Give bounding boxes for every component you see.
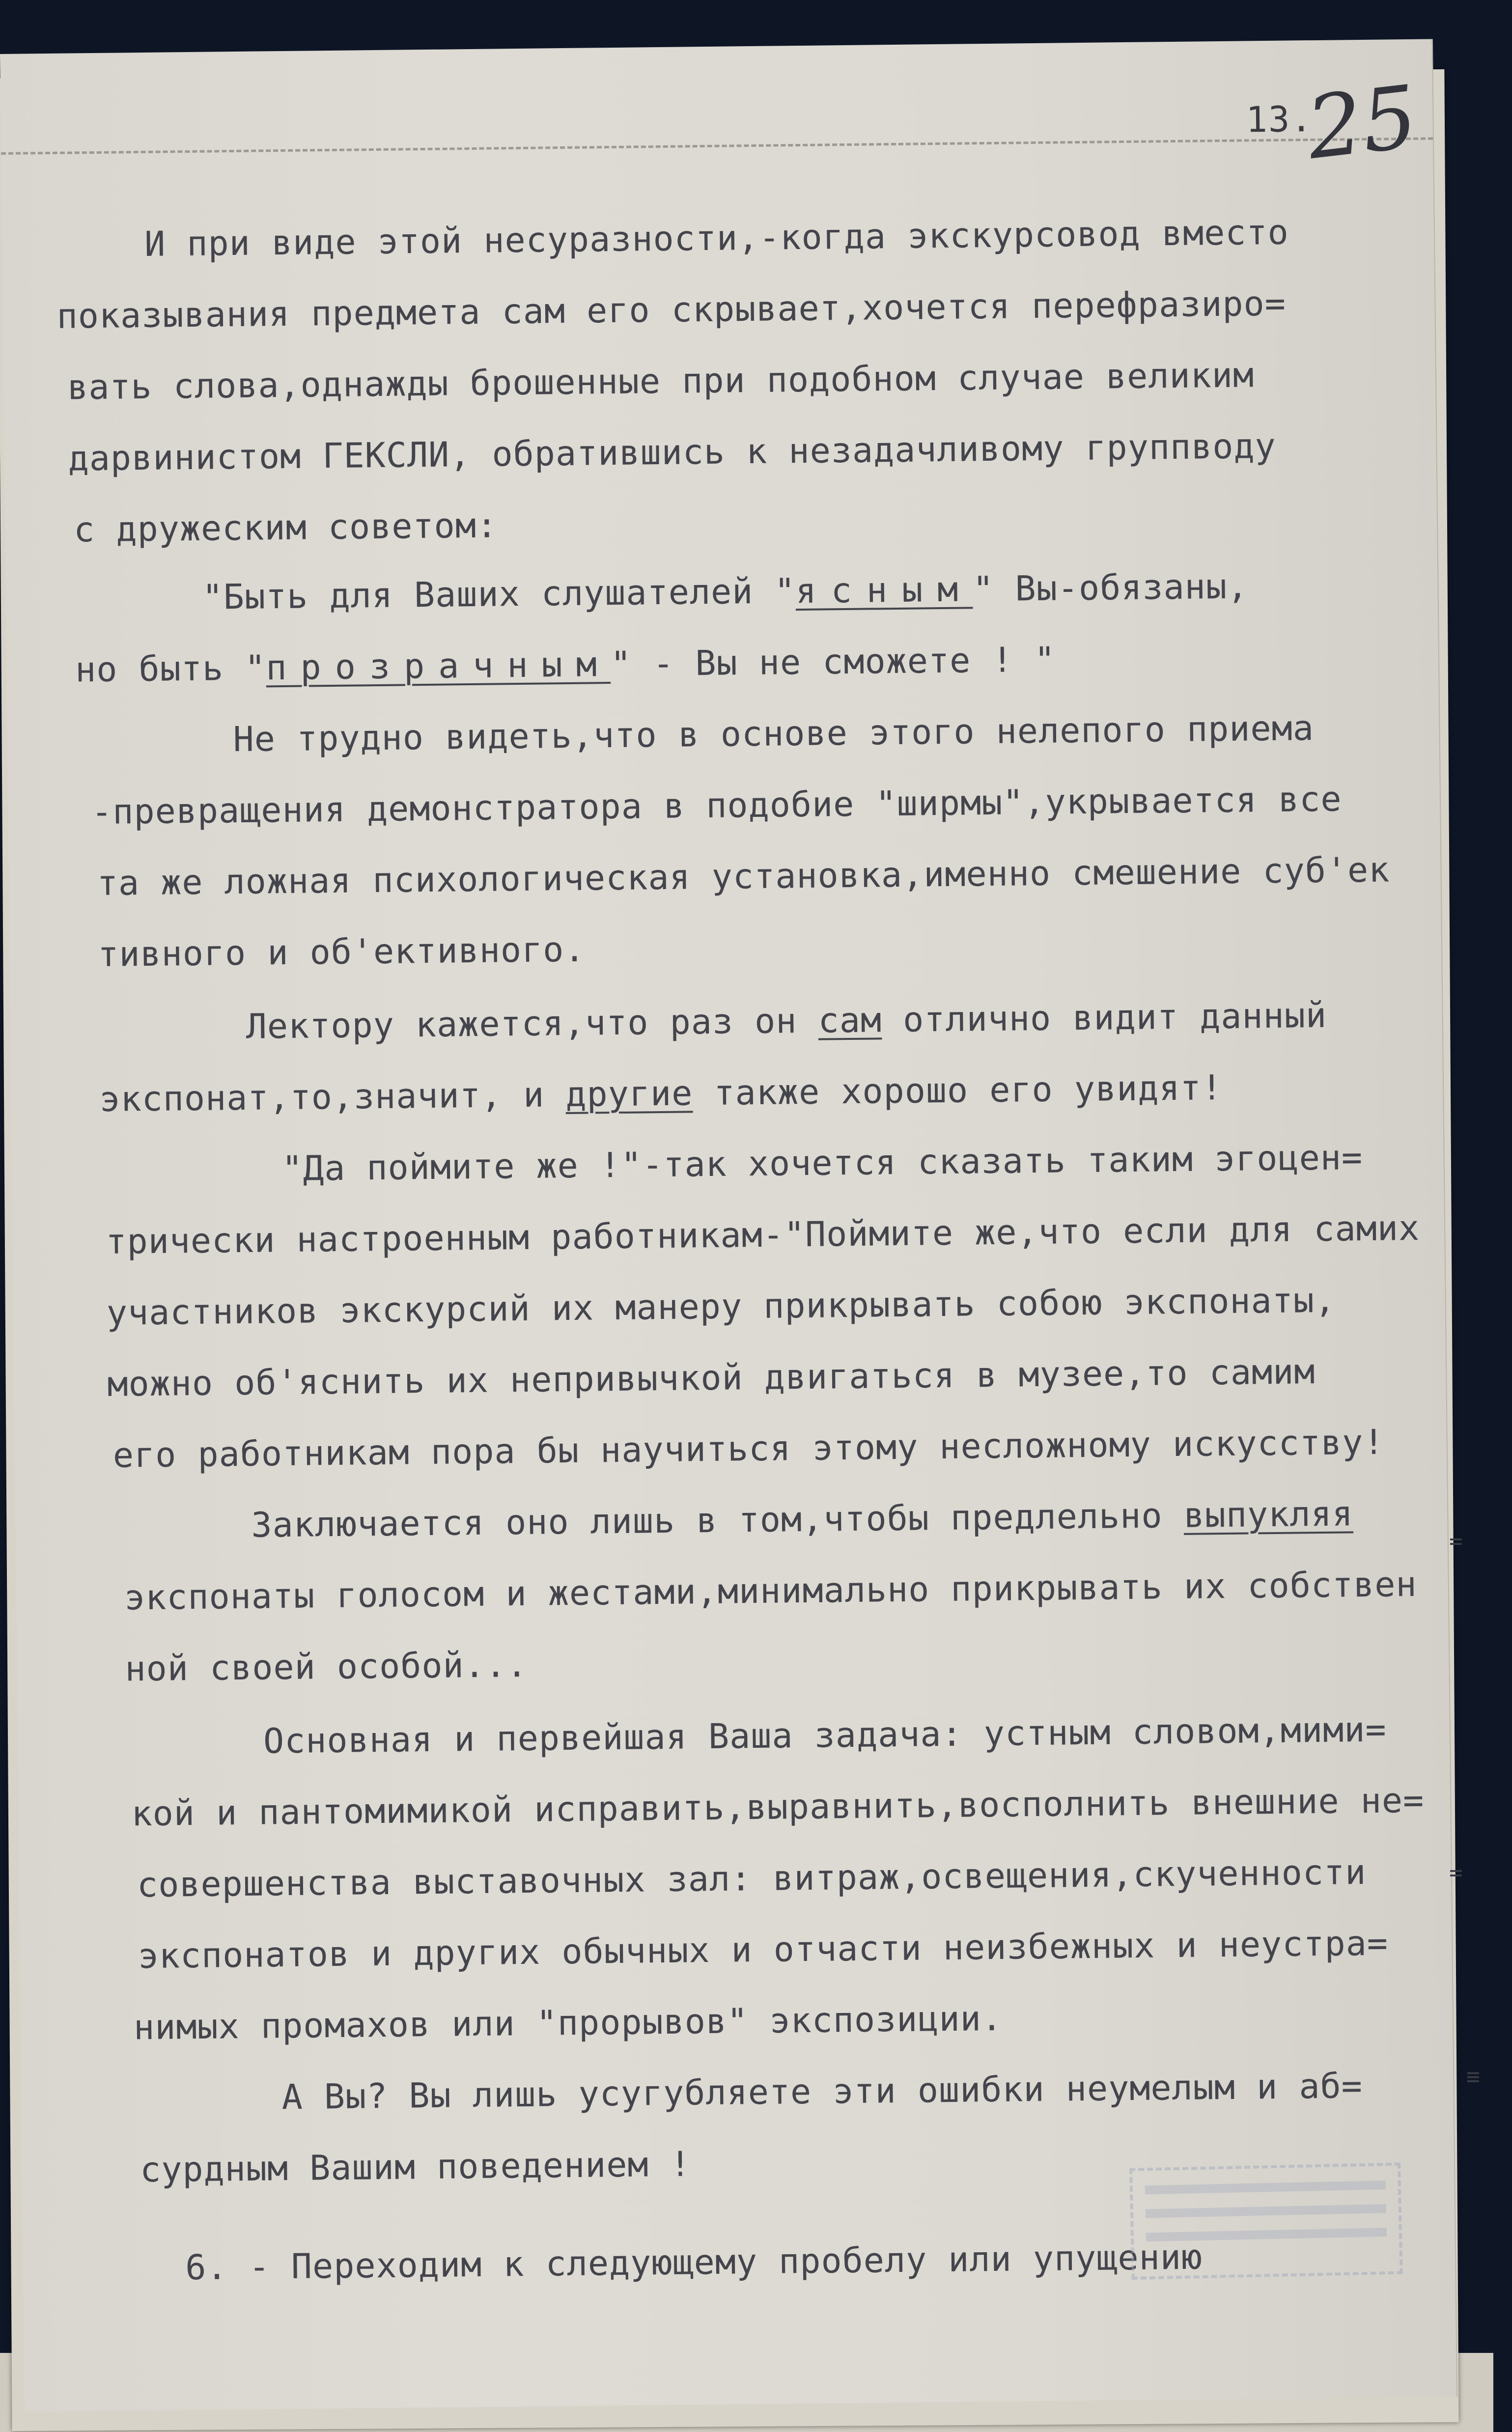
text-line-19 [251, 1493, 1354, 1545]
text-line-8: Не трудно видеть,что в основе этого нелепого приема [233, 708, 1315, 760]
stamp-line [1146, 2204, 1386, 2218]
text-span: но быть " [75, 647, 266, 690]
text-line-10: та же ложная психологическая установка,именно смешение суб'ек [97, 849, 1390, 904]
text-line-22: Основная и первейшая Ваша задача: устным словом,мими= [263, 1709, 1387, 1761]
text-line-17: можно об'яснить их непривычкой двигаться в музее,то самим [107, 1351, 1316, 1404]
text-line-14: "Да поймите же !"-так хочется сказать таким эгоцен= [281, 1137, 1363, 1189]
text-line-20: экспонаты голосом и жестами,минимально прикрывать их собствен [124, 1564, 1417, 1618]
text-line-13 [99, 1067, 1223, 1119]
page-number: 13. [1246, 98, 1314, 140]
margin-mark: = [1449, 1859, 1463, 1886]
text-line-7 [75, 639, 1056, 690]
underlined-word: другие [565, 1073, 693, 1115]
text-line-12 [246, 995, 1327, 1047]
text-span: также хорошо его увидят! [692, 1067, 1223, 1114]
text-line-18: его работникам пора бы научиться этому несложному искусству! [112, 1422, 1385, 1476]
text-line-6 [202, 566, 1249, 617]
text-line-16: участников экскурсий их манеру прикрывать собою экспонаты, [106, 1280, 1336, 1333]
text-line-23: кой и пантомимикой исправить,выравнить,восполнить внешние не= [131, 1780, 1425, 1834]
text-line-2: показывания предмета сам его скрывает,хочется перефразиро= [56, 283, 1287, 336]
text-span: отлично видит данный [881, 995, 1327, 1040]
text-line-27: А Вы? Вы лишь усугубляете эти ошибки неумелым и аб= [281, 2066, 1363, 2118]
text-line-29: 6. - Переходим к следующему пробелу или упущению [185, 2236, 1203, 2288]
text-span: Лектору кажется,что раз он [246, 1000, 819, 1047]
text-line-9: -превращения демонстратора в подобие "ширмы",укрывается все [91, 779, 1342, 833]
text-span: экспонат,то,значит, и [99, 1074, 566, 1119]
text-line-11: тивного и об'ективного. [97, 929, 586, 975]
text-line-25: экспонатов и других обычных и отчасти неизбежных и неустра= [138, 1923, 1389, 1977]
text-line-5: с дружеским советом: [73, 505, 498, 550]
text-span: Заключается оно лишь в том,чтобы предлельно [251, 1495, 1184, 1545]
underlined-word: прозрачным [265, 644, 611, 688]
text-span: " - Вы не сможете ! " [610, 639, 1056, 685]
stamp-line [1146, 2228, 1387, 2241]
text-line-1: И при виде этой несуразности,-когда экскурсовод вместо [144, 212, 1289, 264]
text-span: " Вы-обязаны, [972, 566, 1249, 610]
document-page [0, 39, 1457, 2411]
folio-number: 25 [1302, 67, 1423, 179]
faded-archive-stamp [1129, 2162, 1403, 2280]
margin-mark: = [1449, 1528, 1463, 1554]
text-span: "Быть для Ваших слушателей " [202, 571, 796, 617]
text-line-24: совершенства выставочных зал: витраж,освещения,скученности [137, 1852, 1367, 1905]
stamp-line [1145, 2180, 1386, 2194]
text-line-26: нимых промахов или "прорывов" экспозиции. [133, 1998, 1003, 2048]
margin-mark: ≡ [1466, 2063, 1480, 2090]
text-line-28: сурдным Вашим поведением ! [140, 2144, 692, 2190]
top-dashed-rule [1, 137, 1433, 155]
underlined-word: ясным [795, 569, 973, 612]
text-line-15: трически настроенным работникам-"Поймите же,что если для самих [105, 1207, 1420, 1262]
text-line-21: ной своей особой... [125, 1644, 528, 1689]
underlined-word: сам [818, 1000, 882, 1041]
underlined-word: выпукляя [1183, 1493, 1354, 1536]
text-line-4: дарвинистом ГЕКСЛИ, обратившись к незадачливому группводу [68, 425, 1277, 479]
text-line-3: вать слова,однажды брошенные при подобном случае великим [67, 355, 1255, 408]
